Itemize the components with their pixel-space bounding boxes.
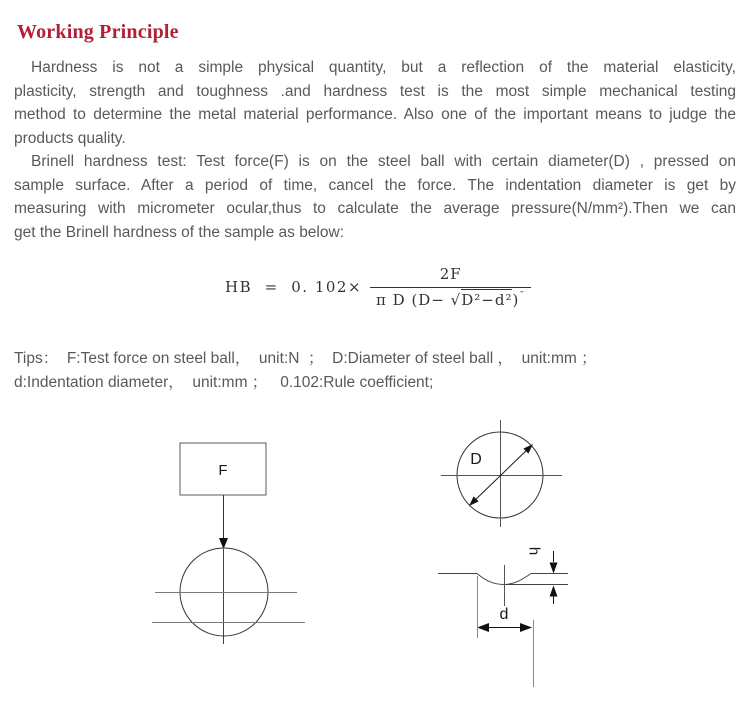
paragraph-line: sample surface. After a period of time, cancel the force. The indentation diameter is get by xyxy=(14,176,736,194)
ball-diameter-diagram xyxy=(441,420,562,527)
paragraph-line: get the Brinell hardness of the sample as below: xyxy=(14,223,344,241)
paragraph-line: method to determine the metal material performance. Also one of the important means to judge the xyxy=(14,106,736,123)
paragraph-hardness-intro xyxy=(14,56,736,150)
tips-block xyxy=(14,347,597,394)
indentation-diagram xyxy=(438,547,568,687)
formula-numerator: 2F xyxy=(370,264,531,288)
sqrt-radicand: D²−d² xyxy=(461,291,513,309)
d-arrowhead-left-icon xyxy=(477,623,489,632)
force-label: F xyxy=(218,462,228,479)
paragraph-brinell-test xyxy=(14,150,736,244)
tips-line-1: Tips： F:Test force on steel ball， unit:N ； D:Diameter of steel ball ， unit:mm ； xyxy=(14,350,597,367)
force-arrowhead-icon xyxy=(219,538,228,549)
force-ball-diagram xyxy=(152,443,305,644)
paragraph-line: plasticity, strength and toughness .and hardness test is the most simple mechanical testing xyxy=(14,82,736,100)
indent-diameter-label: d xyxy=(499,606,509,623)
h-arrowhead-down-icon xyxy=(550,563,558,574)
paragraph-line: Hardness is not a simple physical quantity, but a reflection of the material elasticity, xyxy=(31,59,736,76)
indent-depth-label: h xyxy=(525,546,543,556)
denominator-close: ) xyxy=(512,291,520,309)
formula-lhs: HB = 0. 102× xyxy=(225,277,363,296)
overline-tick: ¯ xyxy=(519,291,526,302)
d-arrowhead-right-icon xyxy=(520,623,532,632)
paragraph-line: products quality. xyxy=(14,129,126,147)
brinell-hardness-formula xyxy=(225,264,531,309)
formula-denominator xyxy=(370,288,531,309)
diameter-label: D xyxy=(470,451,482,468)
principle-diagrams xyxy=(0,410,750,714)
page-title: Working Principle xyxy=(17,21,179,44)
paragraph-line: measuring with micrometer ocular,thus to calculate the average pressure(N/mm²).Then we can xyxy=(14,200,736,217)
paragraph-line: Brinell hardness test: Test force(F) is on the steel ball with certain diameter(D) , pressed on xyxy=(31,153,736,170)
formula-fraction xyxy=(370,264,531,309)
h-arrowhead-up-icon xyxy=(550,586,558,597)
sqrt-symbol: √ xyxy=(450,291,462,309)
denominator-prefix: π D (D− xyxy=(376,291,451,309)
tips-line-2: d:Indentation diameter， unit:mm ； 0.102:Rule coefficient; xyxy=(14,373,434,391)
